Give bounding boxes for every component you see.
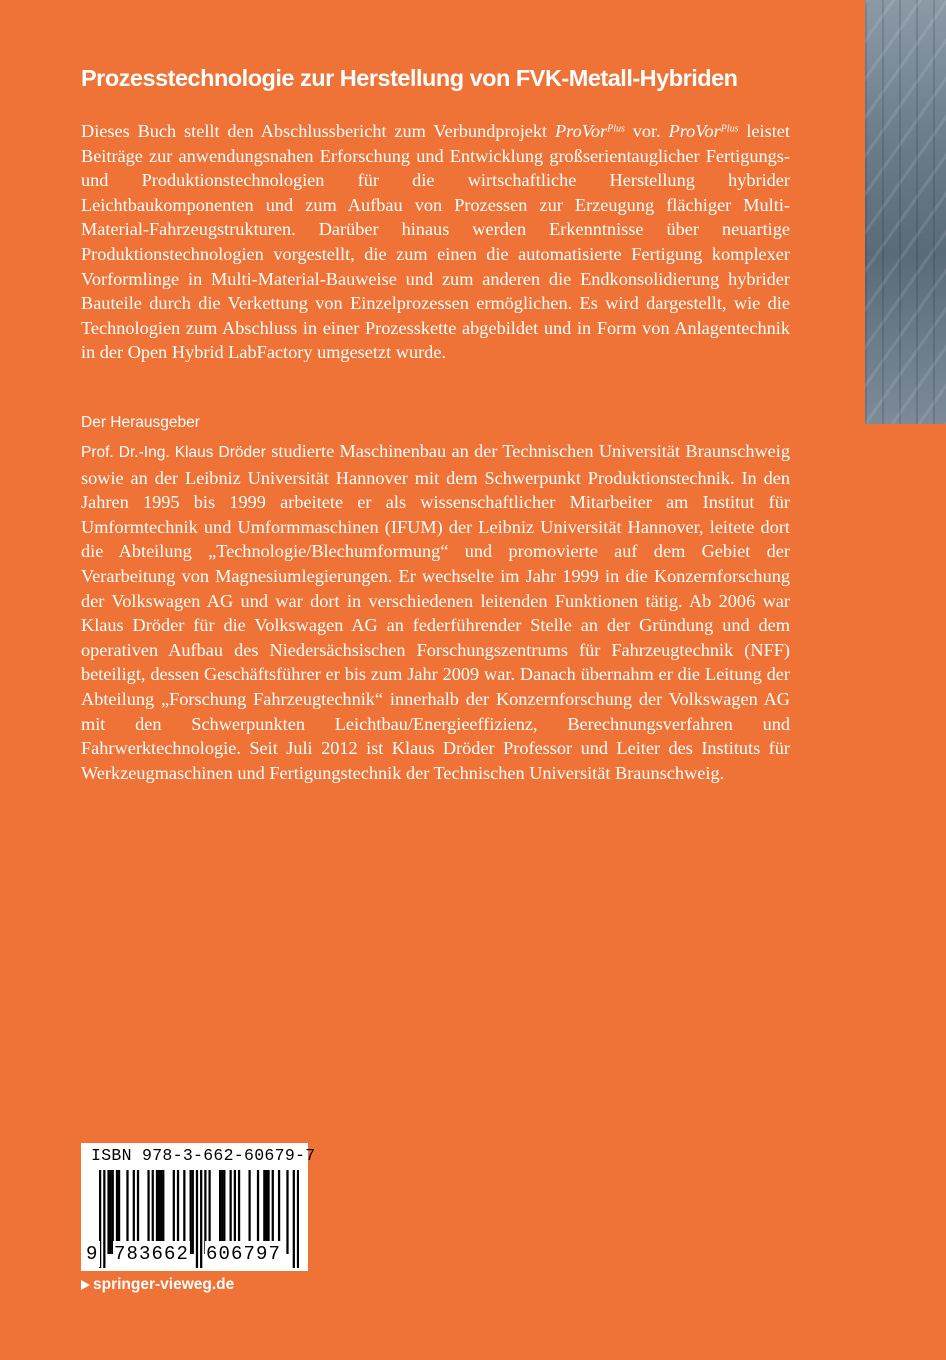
- cover-photo-strip: [865, 0, 946, 424]
- triangle-right-icon: [80, 1278, 91, 1292]
- isbn-barcode: [81, 1143, 316, 1271]
- description-intro: Dieses Buch stellt den Abschlussbericht zum Verbundprojekt: [81, 121, 555, 141]
- project-name: ProVor$^{Plus}$: [555, 121, 625, 141]
- publisher-link[interactable]: [80, 1274, 234, 1296]
- description-intro-end: vor.: [624, 121, 661, 141]
- isbn-label: ISBN 978-3-662-60679-7: [91, 1146, 316, 1165]
- description-body: leistet Beiträge zur anwendungsnahen Erforschung und Entwicklung großserientauglicher Fertigungs- und Produktionstechnologien für die wirtschaftliche Herstellung hybrider Leichtbaukomponenten und zum Aufbau von Prozessen zur Erzeugung flächiger Multi-Material-Fahrzeugstrukturen. Darüber hinaus werden Erkenntnisse über neuartige Produktionstechnologien vorgestellt, die zum einen die automatisierte Fertigung komplexer Vorformlinge in Multi-Material-Bauweise und zum anderen die Endkonsolidierung hybrider Bauteile durch die Verkettung von Einzelprozessen ermöglichen. Es wird dargestellt, wie die Technologien zum Abschluss in einer Prozesskette abgebildet und in Form von Anlagentechnik in der Open Hybrid LabFactory umgesetzt wurde.: [81, 121, 790, 363]
- ean-right-group: 606797: [206, 1243, 282, 1265]
- editor-name: Prof. Dr.-Ing. Klaus Dröder: [81, 444, 266, 461]
- editor-heading: Der Herausgeber: [81, 414, 200, 431]
- book-title: Prozesstechnologie zur Herstellung von FVK-Metall-Hybriden: [81, 65, 738, 91]
- ean-left-group: 783662: [114, 1243, 190, 1265]
- ean-digits: [85, 1241, 305, 1269]
- editor-bio: [81, 439, 790, 785]
- publisher-url[interactable]: springer-vieweg.de: [93, 1276, 235, 1293]
- book-description: [81, 119, 790, 365]
- project-name-repeat: ProVor$^{Plus}$: [668, 121, 739, 141]
- ean-first-digit: 9: [86, 1243, 99, 1265]
- editor-bio-text: studierte Maschinenbau an der Technischen Universität Braunschweig sowie an der Leibniz Universität Hannover mit dem Schwerpunkt Produktionstechnik. In den Jahren 1995 bis 1999 arbeitete er als wissenschaftlicher Mitarbeiter am Institut für Umformtechnik und Umformmaschinen (IFUM) der Leibniz Universität Hannover, leitete dort die Abteilung „Technologie/Blechumformung“ und promovierte auf dem Gebiet der Verarbeitung von Magnesiumlegierungen. Er wechselte im Jahr 1999 in die Konzernforschung der Volkswagen AG und war dort in verschiedenen leitenden Funktionen tätig. Ab 2006 war Klaus Dröder für die Volkswagen AG an federführender Stelle an der Gründung und dem operativen Aufbau des Niedersächsischen Forschungszentrums für Fahrzeugtechnik (NFF) beteiligt, dessen Geschäftsführer er bis zum Jahr 2009 war. Danach übernahm er die Leitung der Abteilung „Forschung Fahrzeugtechnik“ innerhalb der Konzernforschung der Volkswagen AG mit den Schwerpunkten Leichtbau/Energieeffizienz, Berechnungsverfahren und Fahrwerktechnologie. Seit Juli 2012 ist Klaus Dröder Professor und Leiter des Instituts für Werkzeugmaschinen und Fertigungstechnik der Technischen Universität Braunschweig.: [81, 441, 791, 783]
